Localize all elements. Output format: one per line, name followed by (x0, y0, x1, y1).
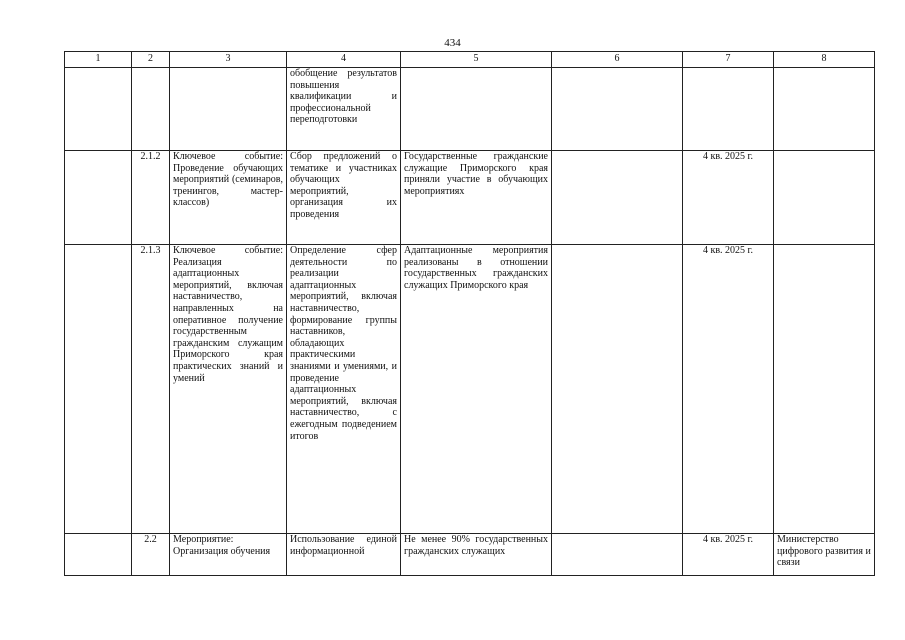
cell-deadline (683, 68, 774, 151)
table-row (65, 68, 875, 151)
cell-responsible (774, 245, 875, 534)
cell-action: обобщение результатов повышения квалификации и профессиональной переподготовки (287, 68, 401, 151)
cell-num: 2.1.2 (132, 151, 170, 245)
cell-num: 2.1.3 (132, 245, 170, 534)
cell-result: Государственные гражданские служащие Приморского края приняли участие в обучающих мероприятиях (401, 151, 552, 245)
cell-col1 (65, 151, 132, 245)
cell-event: Мероприятие: Организация обучения (170, 534, 287, 576)
cell-result (401, 68, 552, 151)
cell-deadline: 4 кв. 2025 г. (683, 151, 774, 245)
cell-result: Не менее 90% государственных гражданских служащих (401, 534, 552, 576)
cell-action: Определение сфер деятельности по реализации адаптационных мероприятий, включая наставничество, формирование группы наставников, обладающих практическими знаниями и умениями, и проведение адаптационных мероприятий, включая наставничество, с ежегодным подведением итогов (287, 245, 401, 534)
header-col-5: 5 (401, 52, 552, 68)
cell-col6 (552, 245, 683, 534)
cell-event (170, 68, 287, 151)
header-col-1: 1 (65, 52, 132, 68)
header-col-6: 6 (552, 52, 683, 68)
cell-result: Адаптационные мероприятия реализованы в отношении государственных гражданских служащих Приморского края (401, 245, 552, 534)
cell-col1 (65, 534, 132, 576)
cell-col6 (552, 151, 683, 245)
cell-deadline: 4 кв. 2025 г. (683, 245, 774, 534)
cell-event: Ключевое событие: Реализация адаптационных мероприятий, включая наставничество, направленных на оперативное получение государственным гражданским служащим Приморского края практических знаний и умений (170, 245, 287, 534)
cell-responsible: Министерство цифрового развития и связи (774, 534, 875, 576)
cell-col6 (552, 534, 683, 576)
cell-num: 2.2 (132, 534, 170, 576)
header-col-4: 4 (287, 52, 401, 68)
cell-action: Сбор предложений о тематике и участниках обучающих мероприятий, организация их проведения (287, 151, 401, 245)
cell-deadline: 4 кв. 2025 г. (683, 534, 774, 576)
cell-responsible (774, 68, 875, 151)
table-row (65, 245, 875, 534)
header-row (65, 52, 875, 68)
cell-col1 (65, 68, 132, 151)
page-number: 434 (444, 37, 461, 49)
cell-num (132, 68, 170, 151)
cell-event: Ключевое событие: Проведение обучающих мероприятий (семинаров, тренингов, мастер-классов) (170, 151, 287, 245)
header-col-2: 2 (132, 52, 170, 68)
table-row (65, 534, 875, 576)
cell-col1 (65, 245, 132, 534)
header-col-8: 8 (774, 52, 875, 68)
plan-table (64, 51, 875, 576)
cell-responsible (774, 151, 875, 245)
table-row (65, 151, 875, 245)
header-col-3: 3 (170, 52, 287, 68)
cell-col6 (552, 68, 683, 151)
cell-action: Использование единой информационной (287, 534, 401, 576)
header-col-7: 7 (683, 52, 774, 68)
